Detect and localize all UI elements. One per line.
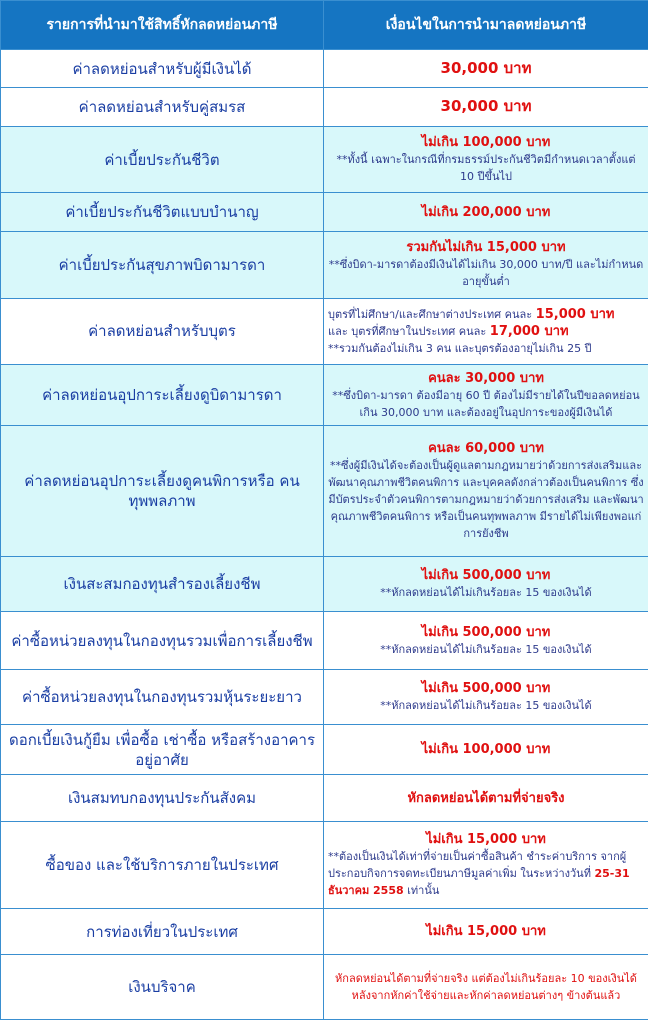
- row-amount: 30,000 บาท: [440, 58, 532, 77]
- row-condition: [324, 670, 648, 725]
- row-note: **ทั้งนี้ เฉพาะในกรณีที่กรมธรรม์ประกันชีวิตมีกำหนดเวลาตั้งแต่ 10 ปีขึ้นไป: [336, 153, 636, 184]
- table-row: [1, 50, 648, 88]
- row-item-label: ค่าลดหย่อนสำหรับบุตร: [1, 298, 324, 365]
- row-condition: [324, 908, 648, 954]
- table-row: [1, 231, 648, 298]
- row-condition: [324, 365, 648, 426]
- table-row: [1, 298, 648, 365]
- table-row: [1, 126, 648, 193]
- row-amount: ไม่เกิน 500,000 บาท: [421, 681, 551, 697]
- table-row: [1, 955, 648, 1020]
- row-note-block: [328, 848, 644, 899]
- row-amount: ไม่เกิน 200,000 บาท: [421, 204, 551, 220]
- row-item-label: ค่าลดหย่อนสำหรับผู้มีเงินได้: [1, 50, 324, 88]
- table-row: [1, 557, 648, 612]
- row-condition: [324, 557, 648, 612]
- row-item-label: ค่าลดหย่อนอุปการะเลี้ยงดูบิดามารดา: [1, 365, 324, 426]
- row-item-label: ดอกเบี้ยเงินกู้ยืม เพื่อซื้อ เช่าซื้อ หรือสร้างอาคารอยู่อาศัย: [1, 724, 324, 775]
- row-note-date: 25-31 ธันวาคม 2558: [328, 866, 630, 897]
- row-item-label: ค่าซื้อหน่วยลงทุนในกองทุนรวมหุ้นระยะยาว: [1, 670, 324, 725]
- row-note: **หักลดหย่อนได้ไม่เกินร้อยละ 15 ของเงินได้: [380, 585, 592, 599]
- child-line-2: [328, 323, 644, 340]
- row-item-label: ค่าเบี้ยประกันชีวิตแบบบำนาญ: [1, 193, 324, 231]
- child-line-1-amount: 15,000 บาท: [535, 306, 615, 322]
- row-amount: รวมกันไม่เกิน 15,000 บาท: [406, 240, 566, 256]
- row-item-label: เงินสะสมกองทุนสำรองเลี้ยงชีพ: [1, 557, 324, 612]
- child-line-1: [328, 306, 644, 323]
- row-item-label: เงินบริจาค: [1, 955, 324, 1020]
- header-deduction-items: รายการที่นำมาใช้สิทธิ์หักลดหย่อนภาษี: [1, 1, 324, 50]
- table-header-row: [1, 1, 648, 50]
- row-condition: [324, 611, 648, 670]
- header-conditions: เงื่อนไขในการนำมาลดหย่อนภาษี: [324, 1, 648, 50]
- table-row: [1, 775, 648, 821]
- table-row: [1, 670, 648, 725]
- row-amount: ไม่เกิน 500,000 บาท: [421, 624, 551, 640]
- table-row: [1, 365, 648, 426]
- row-amount: คนละ 30,000 บาท: [428, 370, 544, 386]
- row-condition: [324, 955, 648, 1020]
- row-amount: ไม่เกิน 15,000 บาท: [426, 831, 546, 847]
- row-amount: ไม่เกิน 500,000 บาท: [421, 567, 551, 583]
- row-item-label: ซื้อของ และใช้บริการภายในประเทศ: [1, 821, 324, 908]
- child-line-2-amount: 17,000 บาท: [489, 323, 569, 339]
- row-note: **หักลดหย่อนได้ไม่เกินร้อยละ 15 ของเงินได้: [380, 699, 592, 713]
- row-condition: [324, 298, 648, 365]
- child-line-1-text: บุตรที่ไม่ศึกษา/และศึกษาต่างประเทศ คนละ: [328, 307, 533, 321]
- row-condition: [324, 821, 648, 908]
- row-item-label: เงินสมทบกองทุนประกันสังคม: [1, 775, 324, 821]
- table-row: [1, 724, 648, 775]
- row-note: **ซึ่งผู้มีเงินได้จะต้องเป็นผู้ดูแลตามกฎหมายว่าด้วยการส่งเสริมและพัฒนาคุณภาพชีวิตคนพิการ และบุคคลดังกล่าวต้องเป็นคนพิการ ซึ่งมีบัตรประจำตัวคนพิการตามกฎหมายว่าด้วยการส่งเสริม และพัฒนาคุณภาพชีวิตคนพิการ หรือเป็นคนทุพพลภาพ มีรายได้ไม่เพียงพอแก่การยังชีพ: [328, 459, 644, 541]
- row-amount: หักลดหย่อนได้ตามที่จ่ายจริง: [407, 790, 565, 806]
- table-row: [1, 821, 648, 908]
- row-amount: ไม่เกิน 15,000 บาท: [426, 924, 546, 940]
- table-row: [1, 908, 648, 954]
- row-condition: [324, 775, 648, 821]
- row-condition: [324, 231, 648, 298]
- table-row: [1, 425, 648, 556]
- child-line-2-text: และ บุตรที่ศึกษาในประเทศ คนละ: [328, 324, 487, 338]
- row-item-label: การท่องเที่ยวในประเทศ: [1, 908, 324, 954]
- table-row: [1, 193, 648, 231]
- table-row: [1, 88, 648, 126]
- row-note: **รวมกันต้องไม่เกิน 3 คน และบุตรต้องอายุไม่เกิน 25 ปี: [328, 341, 592, 355]
- row-amount: 30,000 บาท: [440, 97, 532, 116]
- row-condition: [324, 425, 648, 556]
- row-amount: ไม่เกิน 100,000 บาท: [421, 742, 551, 758]
- row-condition: [324, 193, 648, 231]
- row-item-label: ค่าลดหย่อนสำหรับคู่สมรส: [1, 88, 324, 126]
- row-note: **หักลดหย่อนได้ไม่เกินร้อยละ 15 ของเงินได้: [380, 642, 592, 656]
- row-item-label: ค่าเบี้ยประกันชีวิต: [1, 126, 324, 193]
- row-note: หักลดหย่อนได้ตามที่จ่ายจริง แต่ต้องไม่เกินร้อยละ 10 ของเงินได้ หลังจากหักค่าใช้จ่ายและหักค่าลดหย่อนต่างๆ ข้างต้นแล้ว: [335, 972, 637, 1003]
- row-item-label: ค่าลดหย่อนอุปการะเลี้ยงดูคนพิการหรือ คนทุพพลภาพ: [1, 425, 324, 556]
- row-amount: ไม่เกิน 100,000 บาท: [421, 135, 551, 151]
- row-note: **ซึ่งบิดา-มารดาต้องมีเงินได้ไม่เกิน 30,000 บาท/ปี และไม่กำหนดอายุขั้นต่ำ: [328, 258, 644, 289]
- row-condition: [324, 50, 648, 88]
- row-condition: [324, 724, 648, 775]
- table-row: [1, 611, 648, 670]
- row-note-end: เท่านั้น: [407, 883, 440, 897]
- row-condition: [324, 88, 648, 126]
- row-note: **ต้องเป็นเงินได้เท่าที่จ่ายเป็นค่าซื้อสินค้า ชำระค่าบริการ จากผู้ประกอบกิจการจดทะเบียนภาษีมูลค่าเพิ่ม ในระหว่างวันที่: [328, 849, 627, 880]
- row-note: **ซึ่งบิดา-มารดา ต้องมีอายุ 60 ปี ต้องไม่มีรายได้ในปีขอลดหย่อนเกิน 30,000 บาท และต้องอยู่ในอุปการะของผู้มีเงินได้: [332, 388, 640, 419]
- row-item-label: ค่าเบี้ยประกันสุขภาพบิดามารดา: [1, 231, 324, 298]
- row-amount: คนละ 60,000 บาท: [428, 441, 544, 457]
- row-item-label: ค่าซื้อหน่วยลงทุนในกองทุนรวมเพื่อการเลี้ยงชีพ: [1, 611, 324, 670]
- row-condition: [324, 126, 648, 193]
